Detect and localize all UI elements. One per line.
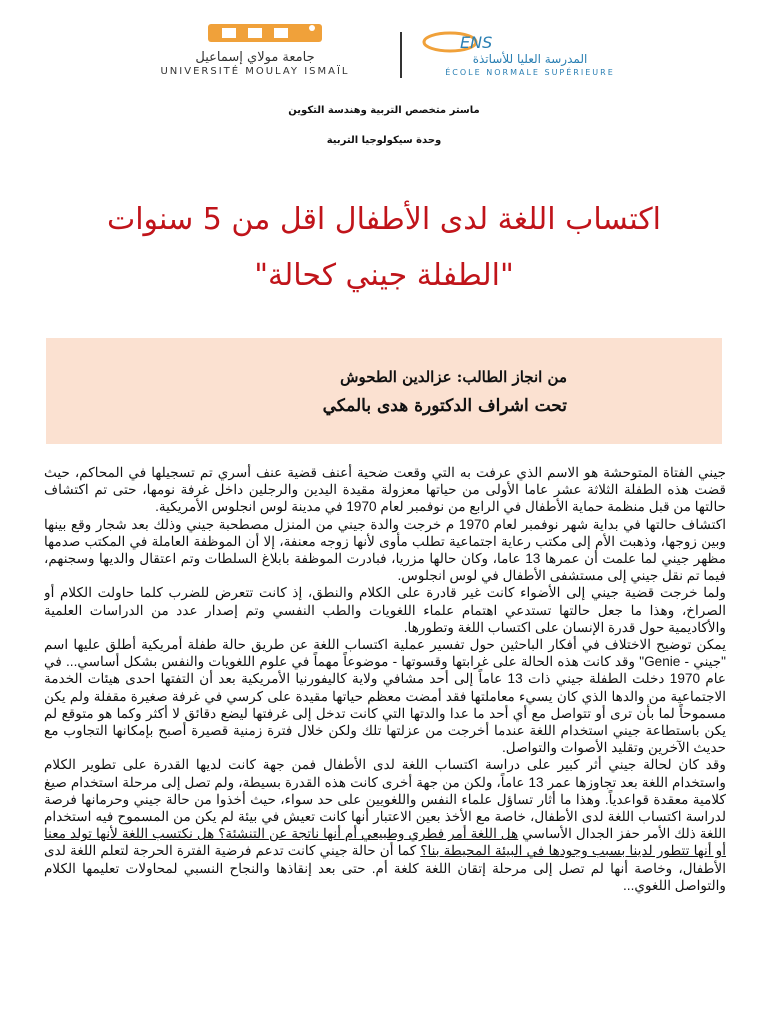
- body-paragraph-5-end: كما أن حالة جيني كانت تدعم فرضية الفترة الحرجة لتعلم اللغة لدى الأطفال، وخاصة أنها لم تصل إلى مرحلة إتقان اللغة كلغة أم. حتى بعد إنقاذها والنجاح النسبي لمحاولات تعليمها الكلام والتواصل اللغوي...: [44, 843, 726, 893]
- university-logo-mark: [200, 20, 330, 48]
- document-title: اكتساب اللغة لدى الأطفال اقل من 5 سنوات: [106, 202, 661, 237]
- supervisor-credit: تحت اشراف الدكتورة هدى بالمكي: [322, 396, 567, 416]
- ens-arabic-name: المدرسة العليا للأساتذة: [472, 52, 588, 66]
- body-paragraph-4: يمكن توضيح الاختلاف في أفكار الباحثين حول تفسير عملية اكتساب اللغة عن طريق حالة طفلة أمريكية أطلق عليها اسم "جيني - Genie" وقد كانت هذه الحالة على غرابتها وقسوتها - موضوعاً مهماً في علوم اللغويات والنفس بشكل أساسي... في عام 1970 دخلت الطفلة جيني ذات 13 عاماً إلى أحد مشافي ولاية كاليفورنيا الأمريكية بعد أن التفتها احدى هيئات الخدمة الاجتماعية من والدها الذي كان يسيء معاملتها فقد أمضت معظم حياتها مقيدة على كرسي في غرفة صغيرة مقفلة ولم يكن مسموحاً لما بأن ترى أو تتواصل مع أي أحد ما عدا والدتها التي كانت تدخل إلى غرفتها ليضع دقائق لا أكثر وكما هو متوقع لم يكن باستطاعة جيني استخدام اللغة عندما أخرجت من عزلتها تلك ولكن خلال فترة زمنية قصيرة أصبح بإمكانها التجاوب مع حديث الآخرين وتقليد الأصوات والتواصل.: [44, 637, 726, 756]
- document-subtitle: "الطفلة جيني كحالة": [254, 258, 514, 293]
- body-paragraph-2: اكتشاف حالتها في بداية شهر نوفمبر لعام 1970 م خرجت والدة جيني من المنزل مصطحبة جيني وذلك بعد شجار وقع بينها وبين زوجها، وذهبت الأم إلى مكتب رعاية اجتماعية تطلب مأوى لأنها زوجه معنفة، إلا أن الموظفة العاملة في المكتب صدمها مظهر جيني لما علمت أن عمرها 13 عاما، وكان حالها مزريا، فبادرت الموظفة بابلاغ السلطات وتم اعتقال والديها وسجنهم، فيما تم نقل جيني إلى مستشفى الأطفال في لوس انجلوس.: [44, 516, 726, 584]
- university-arabic-name: جامعة مولاي إسماعيل: [195, 50, 315, 65]
- ens-logo-mark: [420, 28, 510, 54]
- ens-logo: [420, 24, 635, 80]
- ens-mark-text: ENS: [460, 33, 493, 52]
- university-french-name: UNIVERSITÉ MOULAY ISMAÏL: [160, 66, 350, 77]
- ens-french-name: ÉCOLE NORMALE SUPÉRIEURE: [445, 68, 615, 77]
- underlined-question: هل اللغة أمر فطري وطبيعي أم أنها ناتجة عن التنشئة؟ هل نكتسب اللغة لأنها تولد معنا أو أنها تتطور لدينا بسبب وجودها في البيئة المحيطة بنا؟: [44, 826, 726, 859]
- body-paragraph-5: [44, 756, 726, 894]
- master-program-label: ماستر متخصص التربية وهندسة التكوين: [288, 105, 480, 116]
- logo-divider: [400, 32, 402, 78]
- document-body: [44, 464, 726, 1019]
- page-header: [0, 14, 768, 84]
- body-paragraph-1: جيني الفتاة المتوحشة هو الاسم الذي عرفت به التي وقعت ضحية أعنف قضية عنف أسري تم تسجيلها في المحاكم، حيث قضت هذه الطفلة الثلاثة عشر عاما الأولى من حياتها معزولة مقيدة اليدين والرجلين داخل غرفة نومها، حتى تم اكتشاف حالتها من قبل منظمة حماية الأطفال في الرابع من نوفمبر لعام 1970 في مدينة لوس انجلوس الأمريكية.: [44, 465, 726, 515]
- university-logo: [140, 20, 370, 80]
- student-credit: من انجاز الطالب: عزالدين الطحوش: [340, 368, 567, 386]
- body-paragraph-3: ولما خرجت قضية جيني إلى الأضواء كانت غير قادرة على الكلام والنطق، إذ كانت تتعرض للضرب كلما حاولت الكلام أو الصراخ، وهذا ما جعل حالتها تستدعي اهتمام علماء اللغويات والطب النفسي وتم إصدار عدد من الدراسات العلمية والأكاديمية حول قدرة الإنسان على اكتساب اللغة وتطورها.: [44, 585, 726, 635]
- course-unit-label: وحدة سيكولوجيا التربية: [326, 135, 442, 146]
- credits-box: [46, 338, 722, 444]
- body-paragraph-5-start: وقد كان لحالة جيني أثر كبير على دراسة اكتساب اللغة لدى الأطفال فمن جهة كانت لديها القدرة على تطوير الكلام واستخدام اللغة بعد تجاوزها عمر 13 عاماً، ولكن من جهة أخرى كانت هذه القدرة بسيطة، ولم تصل إلى مرحلة استخدام صيغ كلامية معقدة قواعدياً. وهذا ما أثار تساؤل علماء النفس واللغويين على حد سواء، حيث أخذوا من حالة جيني وحرمانها فرصة لدراسة اكتساب اللغة لدى الأطفال، خاصة مع الأخذ بعين الاعتبار أنها كانت تعيش في بيئة لم يكن من المسموح فيه استخدام اللغة ذلك الأمر حفز الجدال الأساسي: [44, 757, 726, 842]
